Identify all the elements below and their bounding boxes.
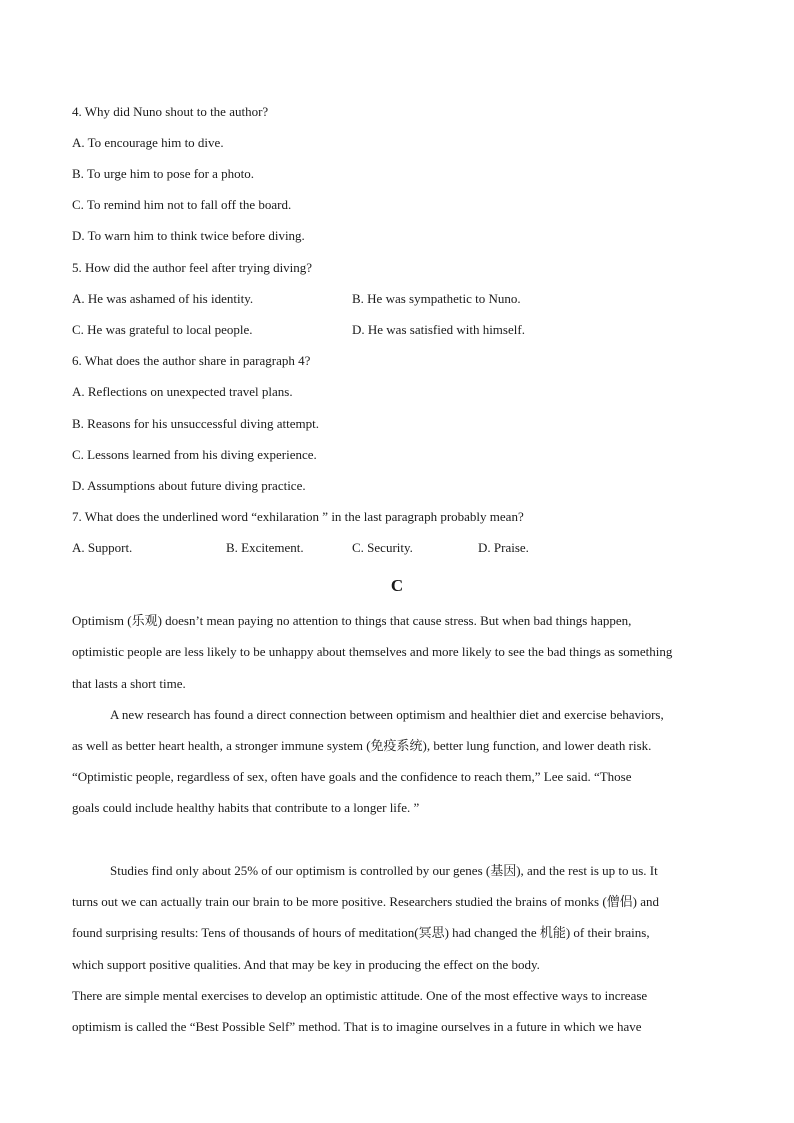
question-4-option-d: D. To warn him to think twice before diving. <box>72 228 305 243</box>
passage-line: Studies find only about 25% of our optimism is controlled by our genes (基因), and the rest is up to us. It <box>110 863 658 878</box>
passage-line: turns out we can actually train our brain to be more positive. Researchers studied the brains of monks (僧侣) and <box>72 894 660 909</box>
question-6-option-d: D. Assumptions about future diving practice. <box>72 478 306 493</box>
passage-line: that lasts a short time. <box>72 676 186 691</box>
question-5-option-b: B. He was sympathetic to Nuno. <box>352 291 521 306</box>
passage-line: Optimism (乐观) doesn’t mean paying no attention to things that cause stress. But when bad things happen, <box>72 613 632 628</box>
question-6-option-c: C. Lessons learned from his diving experience. <box>72 447 317 462</box>
question-7-option-a: A. Support. <box>72 540 133 555</box>
question-7-option-d: D. Praise. <box>478 540 529 555</box>
question-7-option-c: C. Security. <box>352 540 413 555</box>
passage-line: A new research has found a direct connection between optimism and healthier diet and exercise behaviors, <box>110 707 664 722</box>
question-6-option-a: A. Reflections on unexpected travel plans. <box>72 384 293 399</box>
question-6-stem: 6. What does the author share in paragraph 4? <box>72 353 311 368</box>
question-4-option-a: A. To encourage him to dive. <box>72 135 224 150</box>
question-7-stem: 7. What does the underlined word “exhilaration ” in the last paragraph probably mean? <box>72 509 524 524</box>
passage-line: There are simple mental exercises to develop an optimistic attitude. One of the most effective ways to increase <box>72 988 648 1003</box>
question-4-option-c: C. To remind him not to fall off the board. <box>72 197 292 212</box>
question-4-option-b: B. To urge him to pose for a photo. <box>72 166 255 181</box>
passage-line: optimism is called the “Best Possible Self” method. That is to imagine ourselves in a future in which we have <box>72 1019 642 1034</box>
passage-line: which support positive qualities. And that may be key in producing the effect on the body. <box>72 957 540 972</box>
question-5-stem: 5. How did the author feel after trying diving? <box>72 260 313 275</box>
section-title: C <box>390 576 404 595</box>
question-5-option-a: A. He was ashamed of his identity. <box>72 291 254 306</box>
question-6-option-b: B. Reasons for his unsuccessful diving attempt. <box>72 416 319 431</box>
question-5-option-c: C. He was grateful to local people. <box>72 322 253 337</box>
passage-line: found surprising results: Tens of thousands of hours of meditation(冥思) had changed the 机能) of their brains, <box>72 925 650 940</box>
passage-line: “Optimistic people, regardless of sex, often have goals and the confidence to reach them,” Lee said. “Those <box>72 769 632 784</box>
passage-line: as well as better heart health, a stronger immune system (免疫系统), better lung function, and lower death risk. <box>72 738 652 753</box>
question-4-stem: 4. Why did Nuno shout to the author? <box>72 104 269 119</box>
passage-line: optimistic people are less likely to be unhappy about themselves and more likely to see the bad things as something <box>72 644 673 659</box>
question-5-option-d: D. He was satisfied with himself. <box>352 322 525 337</box>
question-7-option-b: B. Excitement. <box>226 540 304 555</box>
passage-line: goals could include healthy habits that contribute to a longer life. ” <box>72 800 420 815</box>
